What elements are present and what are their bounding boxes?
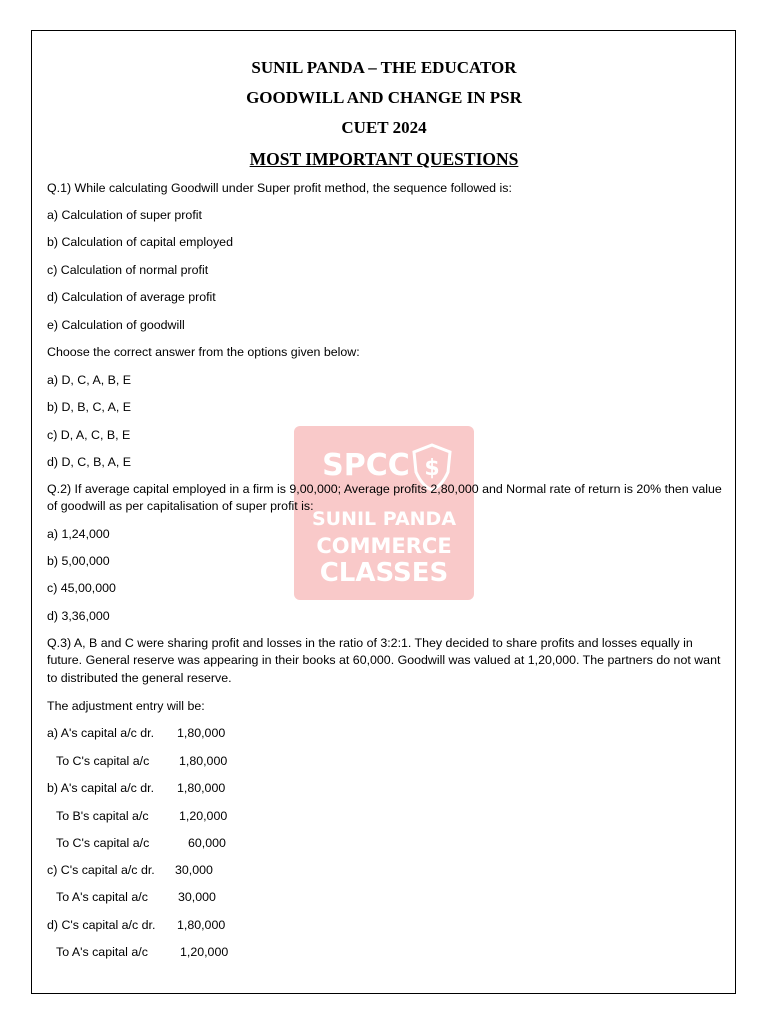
entry-amount: 1,80,000 — [177, 918, 226, 932]
entry-label: To A's capital a/c — [56, 945, 148, 959]
q1-option: c) D, A, C, B, E — [47, 428, 131, 442]
entry-amount: 1,80,000 — [179, 754, 228, 768]
watermark-brand: SPCC — [322, 448, 410, 483]
entry-label: To C's capital a/c — [56, 754, 150, 768]
entry-row — [56, 889, 216, 906]
q3-question: Q.3) A, B and C were sharing profit and losses in the ratio of 3:2:1. They decided to share profits and losses equally in future. General reserve was appearing in their books at 60,000. Goodwill was valued at 1,20,000. The partners do not want to distributed the general reserve. — [47, 636, 721, 685]
entry-row — [47, 917, 226, 934]
entry-label: b) A's capital a/c dr. — [47, 781, 155, 795]
entry-amount: 1,20,000 — [180, 945, 229, 959]
section-title: MOST IMPORTANT QUESTIONS — [249, 149, 519, 169]
svg-text:$: $ — [424, 456, 440, 481]
entry-row — [47, 862, 213, 879]
entry-label: To A's capital a/c — [56, 890, 148, 904]
entry-amount: 1,80,000 — [177, 781, 226, 795]
chapter-title: GOODWILL AND CHANGE IN PSR — [246, 88, 522, 107]
entry-label: c) C's capital a/c dr. — [47, 863, 155, 877]
q2-option: d) 3,36,000 — [47, 609, 110, 623]
q2-question: Q.2) If average capital employed in a firm is 9,00,000; Average profits 2,80,000 and Normal rate of return is 20% then value of goodwill as per capitalisation of super profit is: — [47, 482, 722, 514]
entry-row — [56, 808, 228, 825]
q2-option: a) 1,24,000 — [47, 527, 110, 541]
q2-option: b) 5,00,000 — [47, 554, 110, 568]
exam-title: CUET 2024 — [341, 118, 427, 137]
q1-item: e) Calculation of goodwill — [47, 318, 185, 332]
entry-amount: 1,80,000 — [177, 726, 226, 740]
q1-option: b) D, B, C, A, E — [47, 400, 132, 414]
watermark-line2: COMMERCE — [316, 534, 452, 558]
q1-item: c) Calculation of normal profit — [47, 263, 209, 277]
entry-amount: 1,20,000 — [179, 809, 228, 823]
entry-row — [56, 753, 228, 770]
entry-row — [47, 780, 226, 797]
q1-question: Q.1) While calculating Goodwill under Super profit method, the sequence followed is: — [47, 181, 512, 195]
q1-item: b) Calculation of capital employed — [47, 235, 233, 249]
entry-row — [56, 944, 229, 961]
entry-label: To C's capital a/c — [56, 836, 150, 850]
entry-row — [47, 725, 226, 742]
entry-label: d) C's capital a/c dr. — [47, 918, 156, 932]
watermark-line3: CLASSES — [319, 558, 449, 588]
entry-amount: 60,000 — [188, 836, 226, 850]
q1-option: a) D, C, A, B, E — [47, 373, 132, 387]
entry-label: a) A's capital a/c dr. — [47, 726, 155, 740]
entry-row — [56, 835, 226, 852]
entry-amount: 30,000 — [178, 890, 216, 904]
q1-item: d) Calculation of average profit — [47, 290, 216, 304]
watermark-line1: SUNIL PANDA — [311, 508, 457, 530]
q1-instruction: Choose the correct answer from the options given below: — [47, 345, 360, 359]
q2-option: c) 45,00,000 — [47, 581, 116, 595]
q1-option: d) D, C, B, A, E — [47, 455, 132, 469]
q3-lead: The adjustment entry will be: — [47, 699, 205, 713]
entry-label: To B's capital a/c — [56, 809, 149, 823]
q1-item: a) Calculation of super profit — [47, 208, 202, 222]
entry-amount: 30,000 — [175, 863, 213, 877]
author-title: SUNIL PANDA – THE EDUCATOR — [251, 58, 517, 77]
